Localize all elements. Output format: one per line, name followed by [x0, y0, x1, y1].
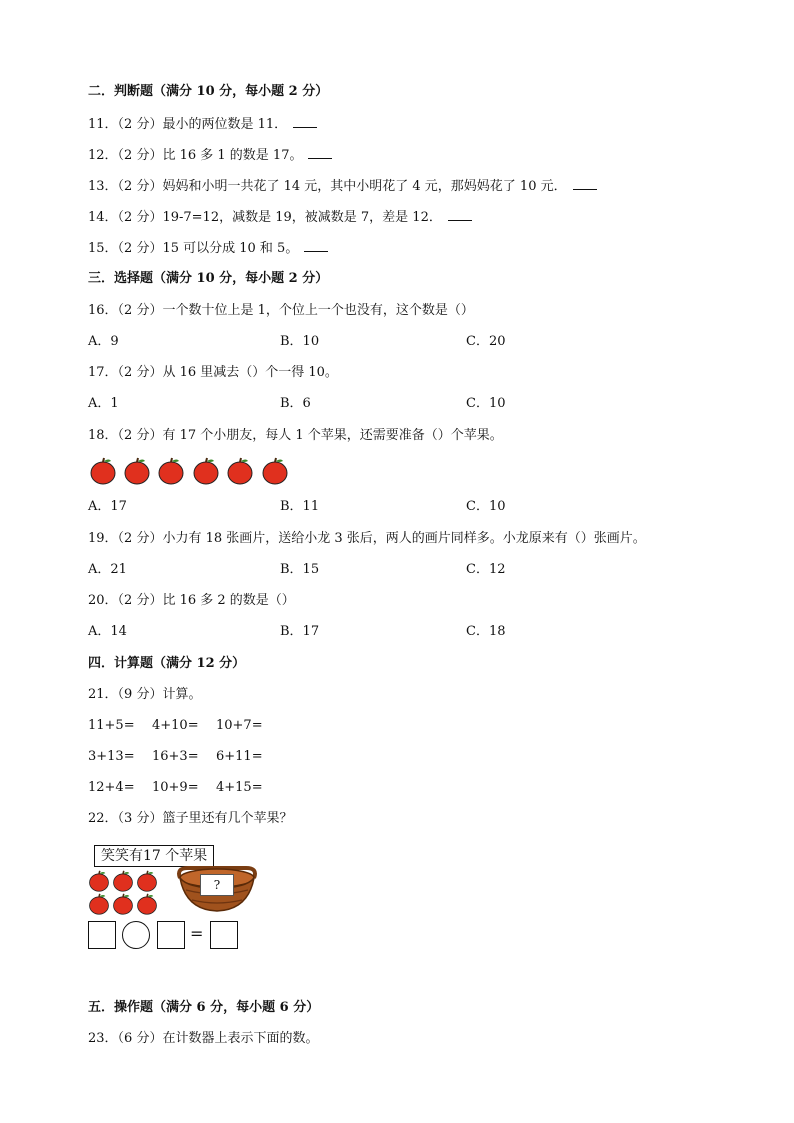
option-c[interactable]: C．10	[466, 396, 506, 411]
calc-item[interactable]: 4+15=	[216, 780, 263, 795]
question-15	[88, 239, 328, 258]
question-text: 15．（2 分）15 可以分成 10 和 5。	[88, 241, 299, 256]
operator-circle[interactable]	[122, 921, 150, 949]
equation-box[interactable]	[157, 921, 185, 949]
question-23: 23．（6 分）在计数器上表示下面的数。	[88, 1031, 319, 1046]
calc-item[interactable]: 16+3=	[152, 749, 199, 764]
question-18: 18．（2 分）有 17 个小朋友，每人 1 个苹果，还需要准备（）个苹果。	[88, 428, 503, 443]
question-21: 21．（9 分）计算。	[88, 687, 202, 702]
calc-item[interactable]: 10+9=	[152, 780, 199, 795]
option-a[interactable]: A．9	[88, 334, 119, 349]
question-19: 19．（2 分）小力有 18 张画片，送给小龙 3 张后，两人的画片同样多。小龙原来有（）张画片。	[88, 531, 646, 546]
option-c[interactable]: C．12	[466, 562, 506, 577]
section-heading-judgement: 二．判断题（满分 10 分，每小题 2 分）	[88, 84, 329, 99]
calc-item[interactable]: 12+4=	[88, 780, 135, 795]
apple-icon	[88, 893, 110, 915]
question-14	[88, 208, 472, 227]
option-a[interactable]: A．17	[88, 499, 127, 514]
apple-icon	[192, 457, 220, 485]
answer-blank[interactable]	[573, 177, 597, 190]
section-heading-choice: 三．选择题（满分 10 分，每小题 2 分）	[88, 271, 329, 286]
question-22: 22．（3 分）篮子里还有几个苹果？	[88, 811, 293, 826]
figure-label: 笑笑有17 个苹果	[94, 845, 214, 867]
question-text: 14．（2 分）19-7=12，减数是 19，被减数是 7，差是 12．	[88, 210, 442, 225]
apple-icon	[112, 893, 134, 915]
question-12	[88, 146, 332, 165]
option-a[interactable]: A．14	[88, 624, 127, 639]
question-11	[88, 115, 317, 134]
option-b[interactable]: B．15	[280, 562, 320, 577]
question-text: 12．（2 分）比 16 多 1 的数是 17。	[88, 148, 303, 163]
option-c[interactable]: C．18	[466, 624, 506, 639]
question-20: 20．（2 分）比 16 多 2 的数是（）	[88, 593, 295, 608]
question-13	[88, 177, 597, 196]
apple-icon	[123, 457, 151, 485]
equals-sign: =	[190, 924, 204, 943]
apple-icon	[136, 893, 158, 915]
apple-icon	[157, 457, 185, 485]
section-heading-operation: 五．操作题（满分 6 分，每小题 6 分）	[88, 1000, 320, 1015]
apple-icon	[261, 457, 289, 485]
question-16: 16．（2 分）一个数十位上是 1，个位上一个也没有，这个数是（）	[88, 303, 474, 318]
unknown-count-mark: ?	[200, 874, 234, 896]
option-c[interactable]: C．20	[466, 334, 506, 349]
answer-blank[interactable]	[308, 146, 332, 159]
calc-item[interactable]: 3+13=	[88, 749, 135, 764]
option-b[interactable]: B．10	[280, 334, 320, 349]
calc-item[interactable]: 10+7=	[216, 718, 263, 733]
apple-icon	[226, 457, 254, 485]
apple-icon	[112, 870, 134, 892]
apple-icon	[89, 457, 117, 485]
option-a[interactable]: A．1	[88, 396, 119, 411]
option-c[interactable]: C．10	[466, 499, 506, 514]
calc-item[interactable]: 11+5=	[88, 718, 135, 733]
result-box[interactable]	[210, 921, 238, 949]
option-b[interactable]: B．6	[280, 396, 311, 411]
answer-blank[interactable]	[293, 115, 317, 128]
option-b[interactable]: B．11	[280, 499, 320, 514]
answer-blank[interactable]	[304, 239, 328, 252]
question-text: 11．（2 分）最小的两位数是 11．	[88, 117, 288, 132]
apple-icon	[136, 870, 158, 892]
basket	[176, 864, 258, 916]
section-heading-calculation: 四．计算题（满分 12 分）	[88, 656, 246, 671]
calc-item[interactable]: 6+11=	[216, 749, 263, 764]
question-17: 17．（2 分）从 16 里减去（）个一得 10。	[88, 365, 338, 380]
answer-blank[interactable]	[448, 208, 472, 221]
equation-box[interactable]	[88, 921, 116, 949]
calc-item[interactable]: 4+10=	[152, 718, 199, 733]
apple-icon	[88, 870, 110, 892]
option-b[interactable]: B．17	[280, 624, 320, 639]
option-a[interactable]: A．21	[88, 562, 127, 577]
question-text: 13．（2 分）妈妈和小明一共花了 14 元，其中小明花了 4 元，那妈妈花了 10 元．	[88, 179, 567, 194]
